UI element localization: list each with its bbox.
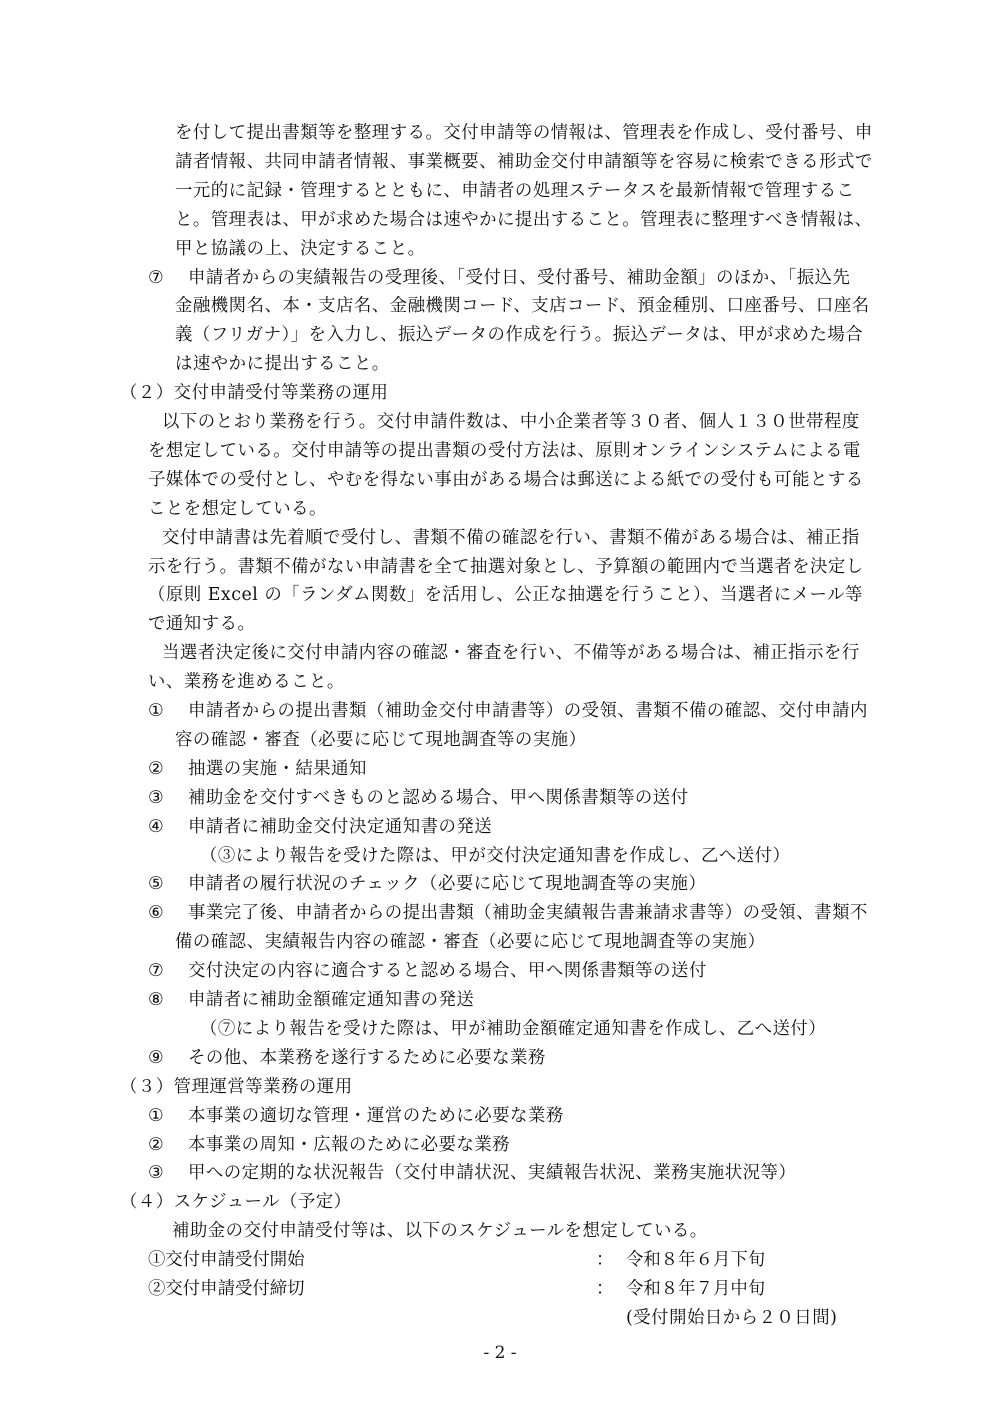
item-number: ⑤ [148, 874, 165, 895]
item-number: ③ [148, 787, 165, 808]
item-number: ① [148, 701, 165, 721]
schedule-note: (受付開始日から２０日間) [626, 1307, 838, 1328]
item-text: 交付決定の内容に適合すると認める場合、甲へ関係書類等の送付 [188, 961, 707, 982]
text-line: （③により報告を受けた際は、甲が交付決定通知書を作成し、乙へ送付） [200, 845, 791, 866]
item-text: 抽選の実施・結果通知 [188, 758, 367, 779]
list-item [148, 1102, 564, 1130]
text-line: （⑦により報告を受けた際は、甲が補助金額確定通知書を作成し、乙へ送付） [200, 1018, 827, 1039]
schedule-label: ①交付申請受付開始 [148, 1250, 305, 1271]
schedule-intro: 補助金の交付申請受付等は、以下のスケジュールを想定している。 [172, 1221, 708, 1242]
item-text: 申請者からの提出書類（補助金交付申請書等）の受領、書類不備の確認、交付申請内 [188, 701, 868, 721]
section-heading: （３）管理運営等業務の運用 [120, 1076, 353, 1097]
item-text: 本事業の適切な管理・運営のために必要な業務 [188, 1105, 564, 1126]
paragraph-line: 以下のとおり業務を行う。交付申請件数は、中小企業者等３０者、個人１３０世帯程度 [162, 412, 860, 432]
item-text: 事業完了後、申請者からの提出書類（補助金実績報告書兼請求書等）の受領、書類不 [188, 903, 868, 924]
paragraph-line: （原則 Excel の「ランダム関数」を活用し、公正な抽選を行うこと）、当選者にメール等 [148, 585, 863, 606]
list-item [148, 697, 868, 725]
text-line: 義（フリガナ）」を入力し、振込データの作成を行う。振込データは、甲が求めた場合 [175, 325, 864, 346]
text-line: は速やかに提出すること。 [175, 354, 390, 375]
list-item [148, 813, 492, 841]
item-text: 本事業の周知・広報のために必要な業務 [188, 1134, 511, 1155]
paragraph-line: を想定している。交付申請等の提出書類の受付方法は、原則オンラインシステムによる電 [148, 440, 861, 461]
paragraph-line: 子媒体での受付とし、やむを得ない事由がある場合は郵送による紙での受付も可能とする [148, 469, 864, 490]
list-item [148, 986, 474, 1014]
text-line: を付して提出書類等を整理する。交付申請等の情報は、管理表を作成し、受付番号、申 [175, 123, 873, 143]
item-text: その他、本業務を遂行するために必要な業務 [188, 1047, 546, 1068]
item-number: ④ [148, 816, 165, 837]
list-item [148, 784, 689, 812]
item-text: 申請者の履行状況のチェック（必要に応じて現地調査等の実施） [188, 874, 707, 895]
paragraph-line: ことを想定している。 [148, 498, 327, 519]
item-text: 申請者に補助金額確定通知書の発送 [188, 990, 475, 1010]
item-number: ⑥ [148, 903, 165, 924]
item-number: ② [148, 1134, 165, 1155]
list-item [148, 264, 850, 292]
item-number: ③ [148, 1163, 165, 1184]
item-number: ⑦ [148, 267, 165, 288]
paragraph-line: 示を行う。書類不備がない申請書を全て抽選対象とし、予算額の範囲内で当選者を決定し [148, 556, 864, 577]
item-number: ② [148, 758, 165, 779]
schedule-value: 令和８年６月下旬 [626, 1250, 766, 1271]
schedule-value: 令和８年７月中旬 [626, 1279, 766, 1299]
schedule-colon: ： [596, 1250, 614, 1271]
section-heading: （４）スケジュール（予定） [120, 1192, 352, 1213]
section-heading: （２）交付申請受付等業務の運用 [120, 383, 389, 404]
text-line: 一元的に記録・管理するとともに、申請者の処理ステータスを最新情報で管理するこ [175, 180, 855, 201]
list-item [148, 1159, 796, 1187]
list-item [148, 957, 707, 985]
list-item [148, 899, 868, 927]
item-text: 申請者からの実績報告の受理後、「受付日、受付番号、補助金額」のほか、「振込先 [188, 267, 851, 288]
item-number: ⑧ [148, 990, 165, 1010]
item-text: 甲への定期的な状況報告（交付申請状況、実績報告状況、業務実施状況等） [188, 1163, 797, 1184]
item-number: ⑨ [148, 1047, 165, 1068]
list-item [148, 755, 367, 783]
item-number: ⑦ [148, 961, 165, 982]
paragraph-line: 交付申請書は先着順で受付し、書類不備の確認を行い、書類不備がある場合は、補正指 [162, 527, 860, 548]
list-item [148, 1044, 546, 1072]
list-item [148, 870, 706, 898]
schedule-label: ②交付申請受付締切 [148, 1279, 305, 1299]
text-line: 備の確認、実績報告内容の確認・審査（必要に応じて現地調査等の実施） [175, 932, 766, 953]
item-text: 補助金を交付すべきものと認める場合、甲へ関係書類等の送付 [188, 787, 689, 808]
text-line: と。管理表は、甲が求めた場合は速やかに提出すること。管理表に整理すべき情報は、 [175, 209, 873, 230]
text-line: 金融機関名、本・支店名、金融機関コード、支店コード、預金種別、口座番号、口座名 [175, 296, 870, 317]
text-line: 容の確認・審査（必要に応じて現地調査等の実施） [175, 729, 587, 750]
text-line: 請者情報、共同申請者情報、事業概要、補助金交付申請額等を容易に検索できる形式で [175, 151, 873, 172]
list-item [148, 1131, 510, 1159]
paragraph-line: で通知する。 [148, 614, 256, 635]
page-number: - 2 - [483, 1343, 517, 1363]
text-line: 甲と協議の上、決定すること。 [175, 238, 426, 259]
item-text: 申請者に補助金交付決定通知書の発送 [188, 816, 493, 837]
paragraph-line: い、業務を進めること。 [148, 672, 345, 693]
item-number: ① [148, 1105, 165, 1126]
paragraph-line: 当選者決定後に交付申請内容の確認・審査を行い、不備等がある場合は、補正指示を行 [162, 643, 860, 664]
schedule-colon: ： [596, 1279, 614, 1299]
